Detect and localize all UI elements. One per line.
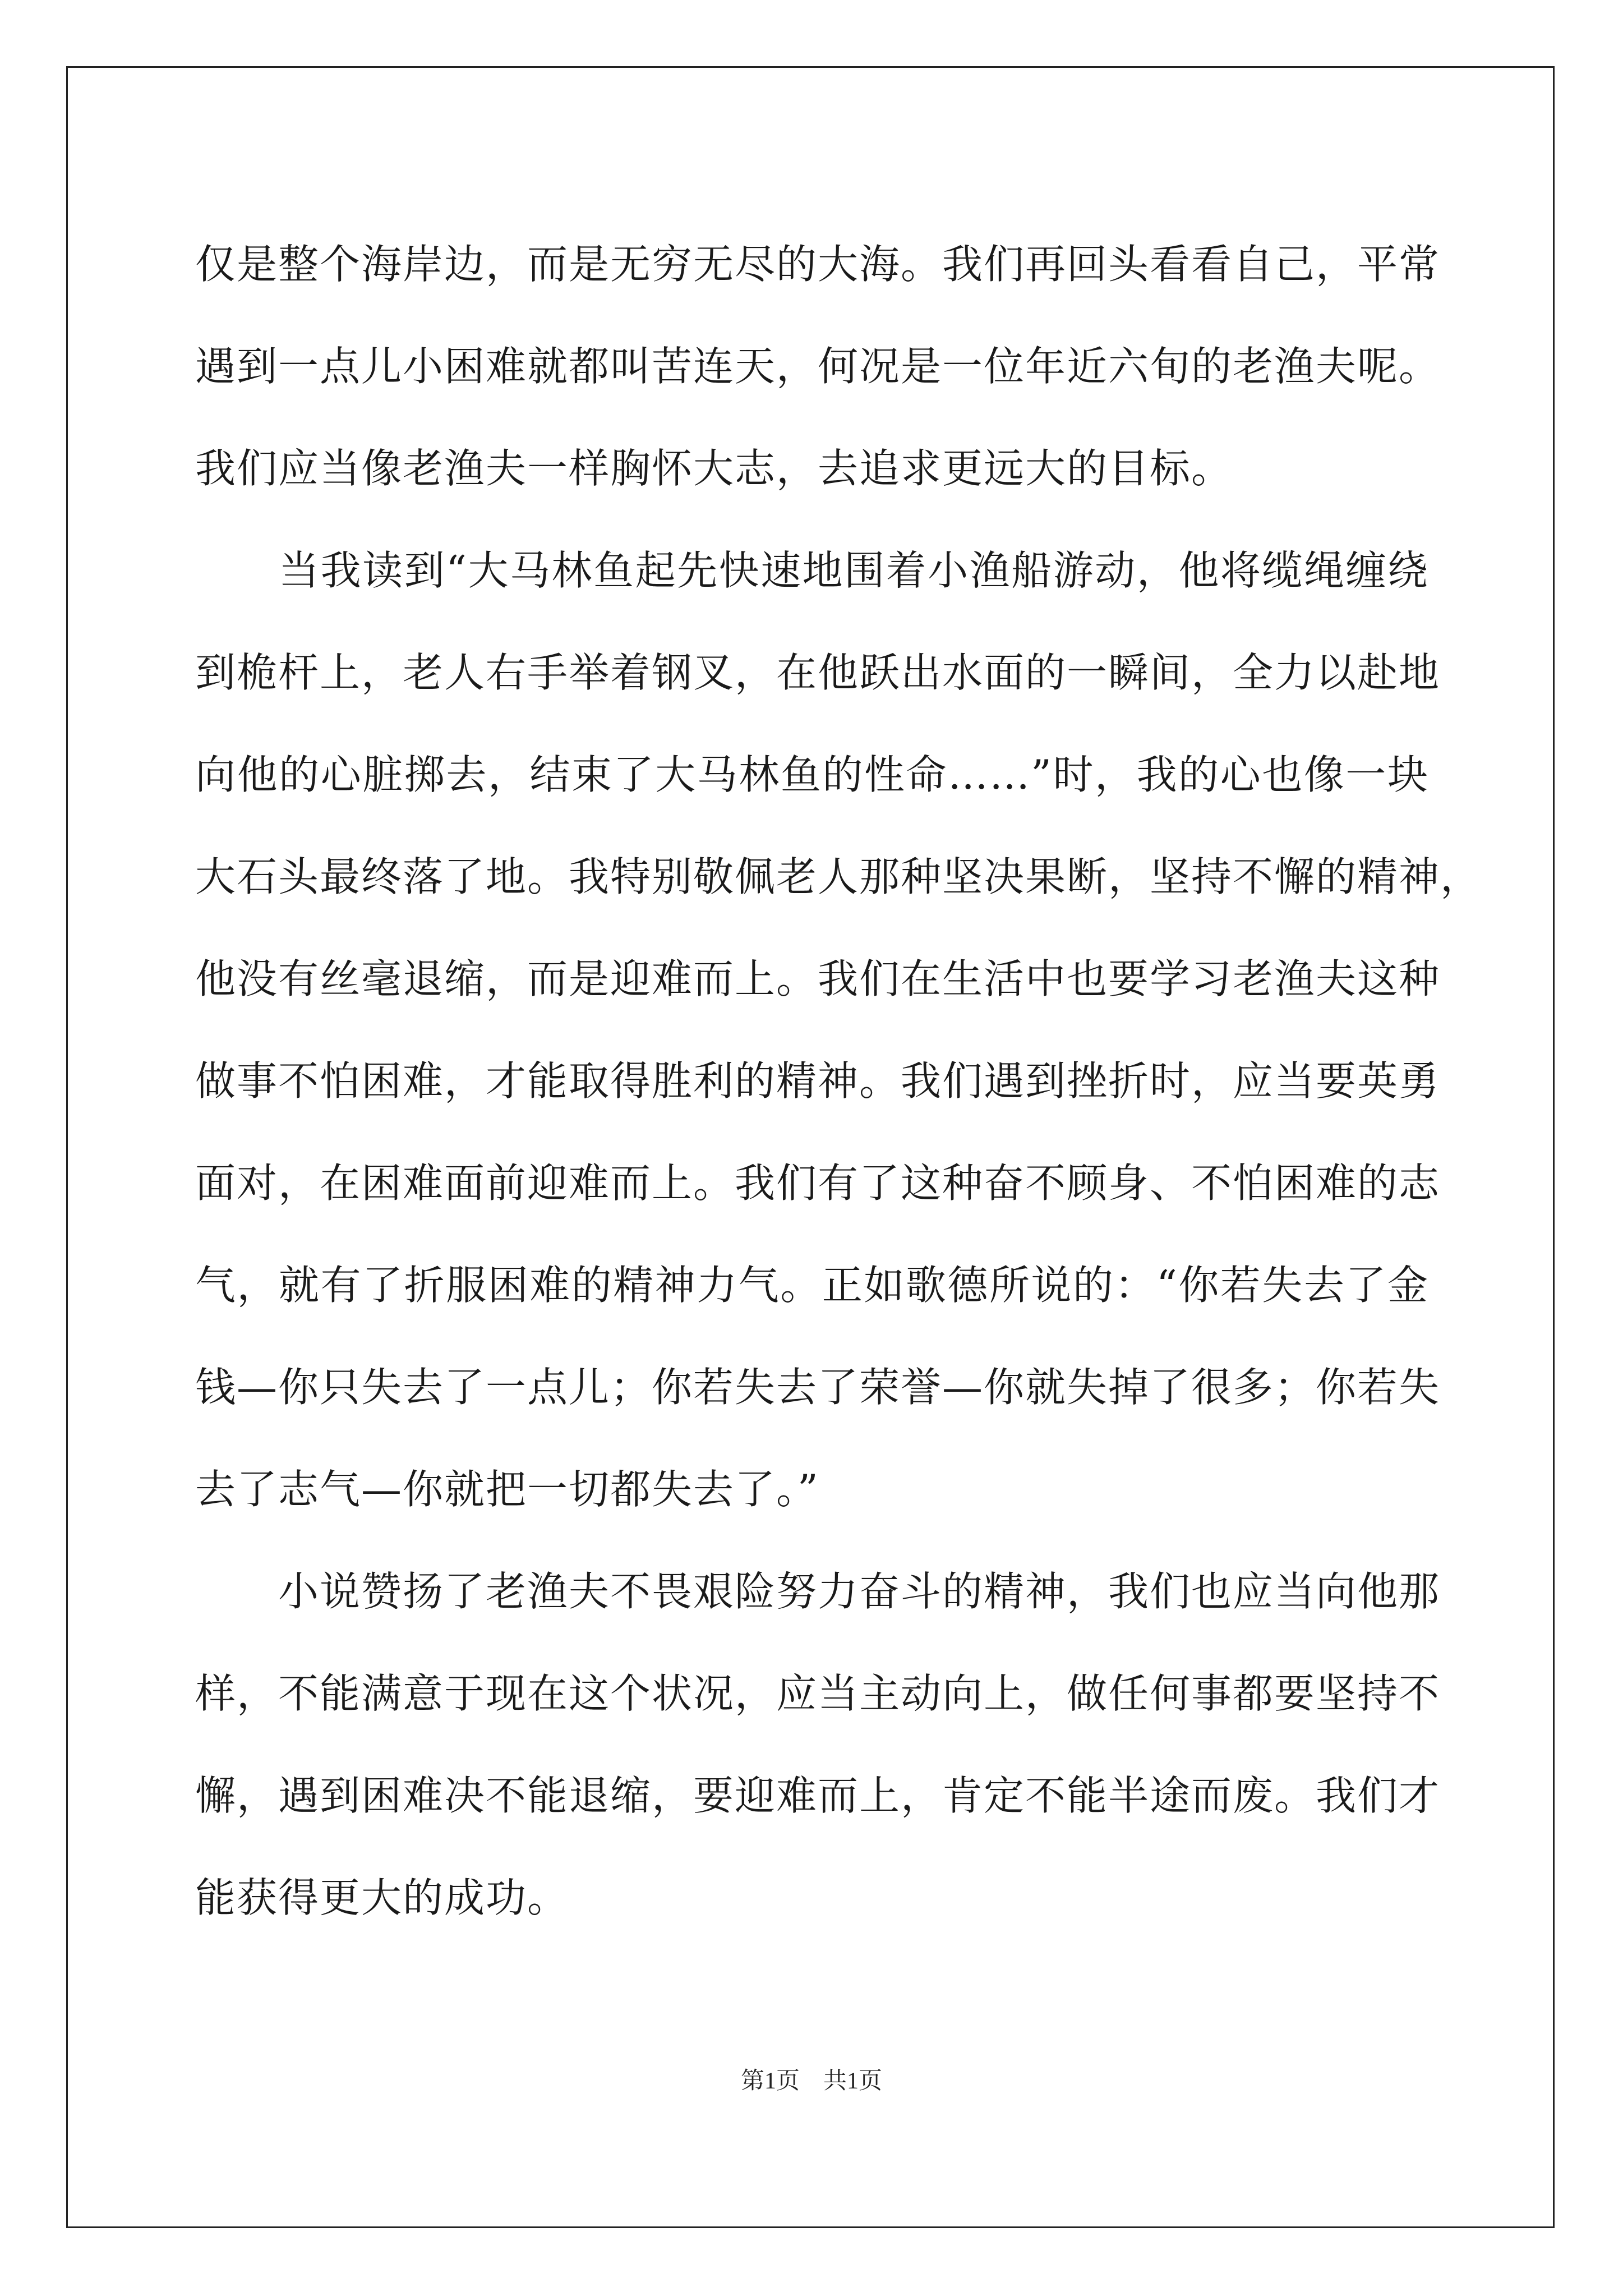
text-line: 小说赞扬了老渔夫不畏艰险努力奋斗的精神，我们也应当向他那	[195, 1568, 1441, 1615]
text-line: 样，不能满意于现在这个状况，应当主动向上，做任何事都要坚持不	[195, 1670, 1441, 1717]
text-line: 他没有丝毫退缩，而是迎难而上。我们在生活中也要学习老渔夫这种	[195, 955, 1441, 1002]
text-line: 面对，在困难面前迎难而上。我们有了这种奋不顾身、不怕困难的志	[195, 1159, 1441, 1207]
text-line: 去了志气—你就把一切都失去了。”	[195, 1466, 819, 1513]
text-line: 仅是整个海岸边，而是无穷无尽的大海。我们再回头看看自己，平常	[195, 241, 1441, 288]
text-line: 到桅杆上，老人右手举着钢叉，在他跃出水面的一瞬间，全力以赴地	[195, 649, 1441, 696]
text-line: 气，就有了折服困难的精神力气。正如歌德所说的：“你若失去了金	[195, 1262, 1429, 1309]
text-line: 做事不怕困难，才能取得胜利的精神。我们遇到挫折时，应当要英勇	[195, 1057, 1441, 1105]
text-line: 向他的心脏掷去，结束了大马林鱼的性命……”时，我的心也像一块	[195, 751, 1429, 798]
page-number-footer: 第1页 共1页	[740, 2068, 882, 2094]
text-line: 当我读到“大马林鱼起先快速地围着小渔船游动，他将缆绳缠绕	[195, 547, 1429, 594]
text-line: 大石头最终落了地。我特别敬佩老人那种坚决果断，坚持不懈的精神，	[195, 853, 1482, 900]
document-body	[195, 213, 1482, 1949]
text-line: 能获得更大的成功。	[195, 1874, 569, 1921]
text-line: 遇到一点儿小困难就都叫苦连天，何况是一位年近六旬的老渔夫呢。	[195, 343, 1441, 390]
text-line: 我们应当像老渔夫一样胸怀大志，去追求更远大的目标。	[195, 445, 1233, 492]
text-line: 懈，遇到困难决不能退缩，要迎难而上，肯定不能半途而废。我们才	[195, 1772, 1441, 1819]
text-line: 钱—你只失去了一点儿；你若失去了荣誉—你就失掉了很多；你若失	[195, 1364, 1441, 1411]
